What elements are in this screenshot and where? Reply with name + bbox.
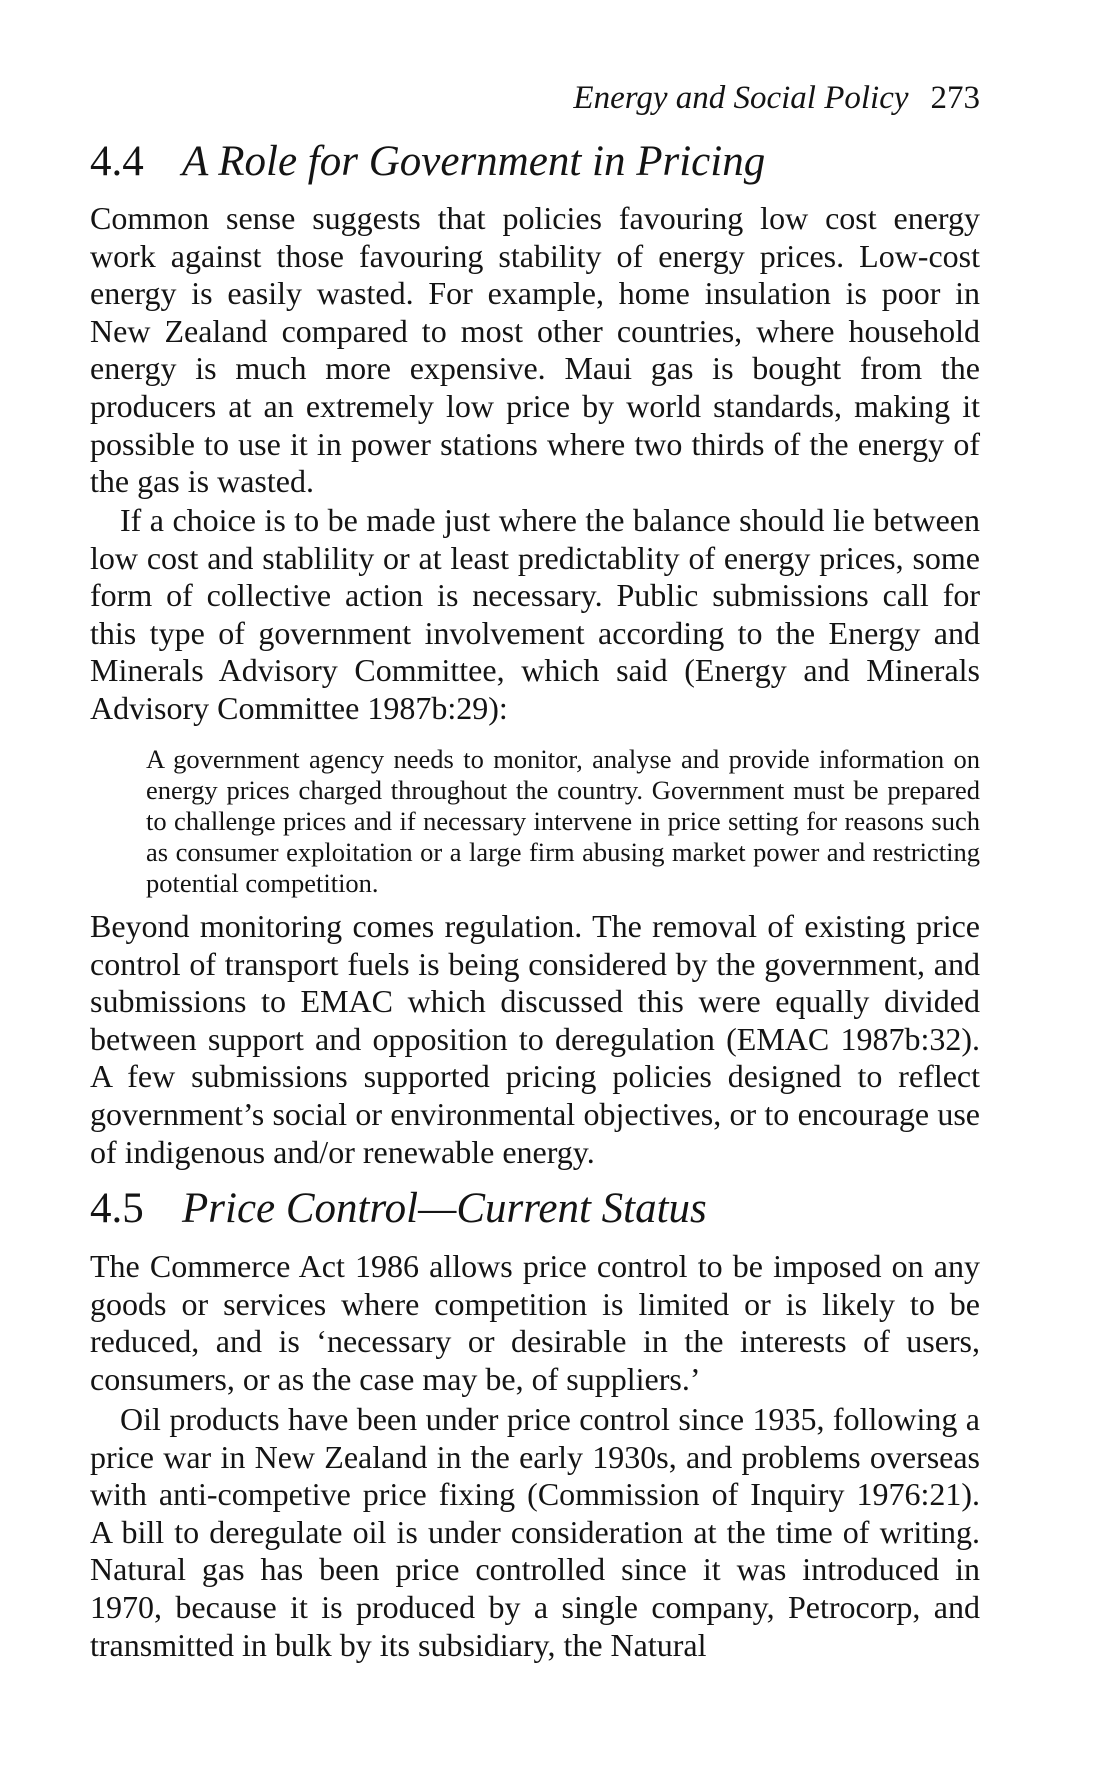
page-number: 273 xyxy=(930,80,980,116)
section-number: 4.5 xyxy=(90,1185,144,1232)
paragraph: The Commerce Act 1986 allows price control to be imposed on any goods or services where competition is limited or is likely to be reduced, and is ‘necessary or desirable in the interests of users, consumers, or as the case may be, of suppliers.’ xyxy=(90,1248,980,1397)
block-quote: A government agency needs to monitor, analyse and provide information on energy prices charged throughout the country. Government must be prepared to challenge prices and if necessary intervene in price setting for reasons such as consumer exploitation or a large firm abusing market power and restricting potential competition. xyxy=(146,744,980,898)
section-heading-4-4 xyxy=(90,136,765,188)
section-heading-4-5 xyxy=(90,1183,707,1235)
paragraph: Common sense suggests that policies favouring low cost energy work against those favouring stability of energy prices. Low-cost energy is easily wasted. For example, home insulation is poor in New Zealand compared to most other countries, where household energy is much more expensive. Maui gas is bought from the producers at an extremely low price by world standards, making it possible to use it in power stations where two thirds of the energy of the gas is wasted. xyxy=(90,200,980,500)
running-head xyxy=(573,78,980,118)
section-title: A Role for Government in Pricing xyxy=(182,138,766,185)
paragraph: If a choice is to be made just where the balance should lie between low cost and stablility or at least predictablity of energy prices, some form of collective action is necessary. Public submissions call for this type of government involvement according to the Energy and Minerals Advisory Committee, which said (Energy and Minerals Advisory Committee 1987b:29): xyxy=(90,502,980,726)
paragraph: Oil products have been under price control since 1935, following a price war in New Zealand in the early 1930s, and problems overseas with anti-competive price fixing (Commission of Inquiry 1976:21). A bill to deregulate oil is under consideration at the time of writing. Natural gas has been price controlled since it was introduced in 1970, because it is produced by a single company, Petrocorp, and transmitted in bulk by its subsidiary, the Natural xyxy=(90,1401,980,1663)
running-head-title: Energy and Social Policy xyxy=(573,80,909,116)
section-number: 4.4 xyxy=(90,138,144,185)
paragraph: Beyond monitoring comes regulation. The removal of existing price control of transport fuels is being considered by the government, and submissions to EMAC which discussed this were equally divided between support and opposition to deregulation (EMAC 1987b:32). A few submissions supported pricing policies designed to reflect government’s social or environmental objectives, or to encourage use of indigenous and/or renewable energy. xyxy=(90,908,980,1170)
section-title: Price Control—Current Status xyxy=(182,1185,707,1232)
